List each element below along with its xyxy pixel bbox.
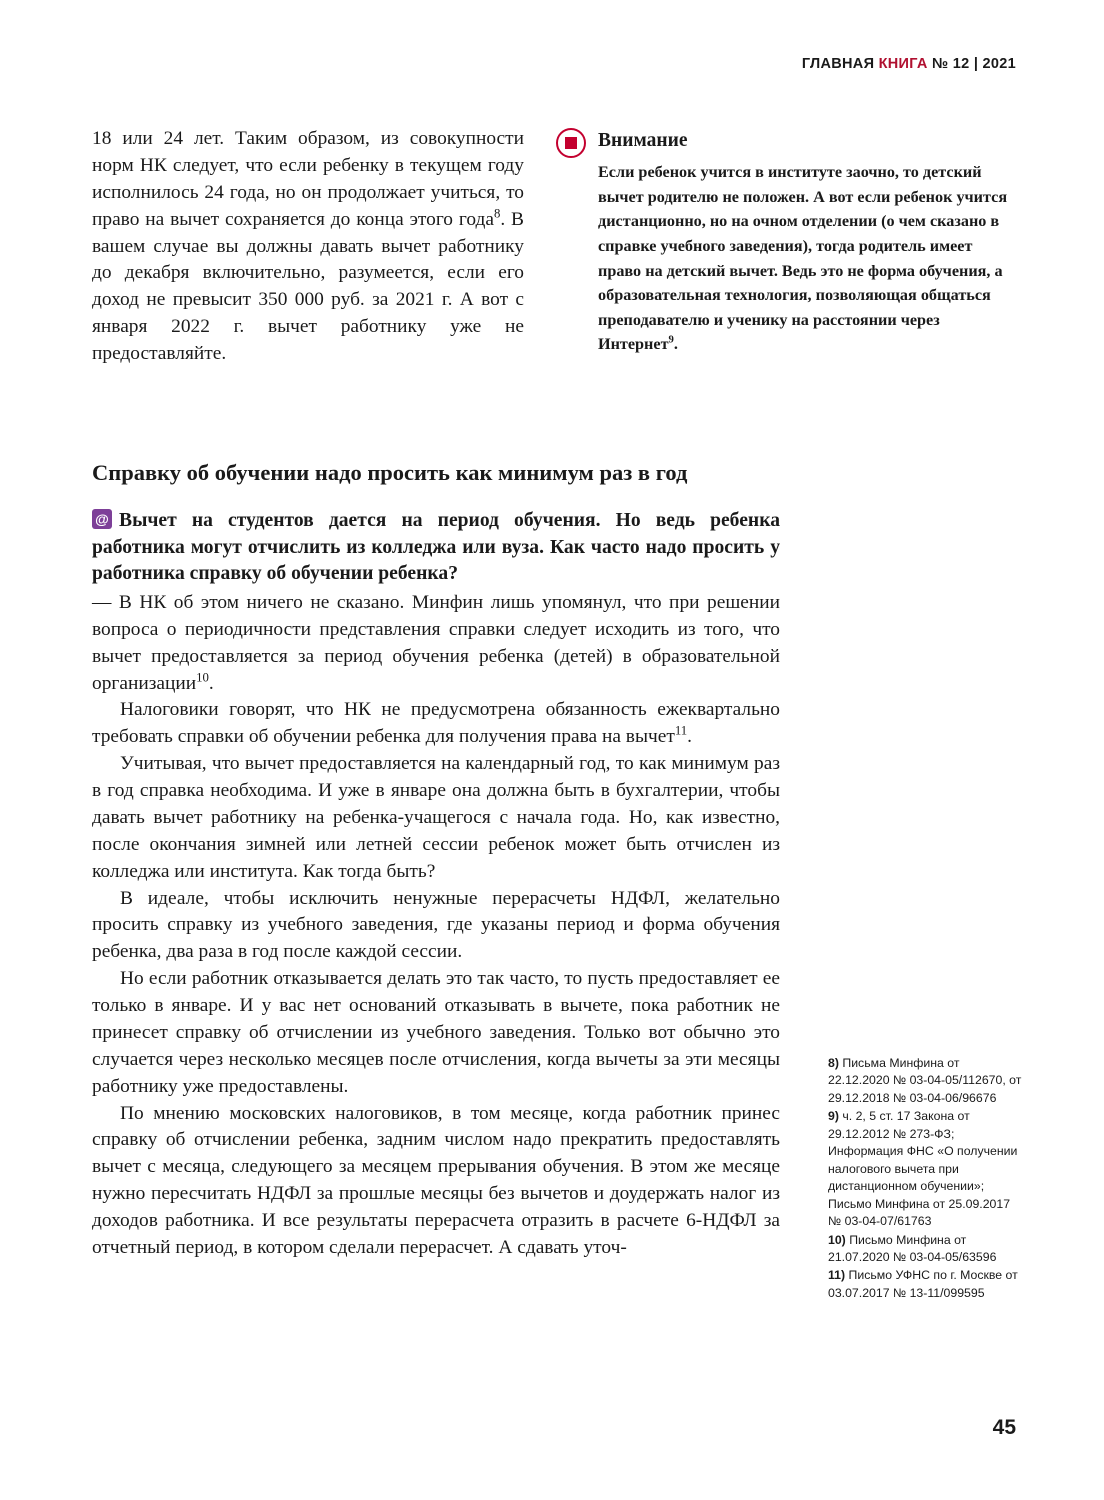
footnote-item (828, 1108, 1024, 1230)
footnote-text: Письмо Минфина от 21.07.2020 № 03-04-05/63596 (828, 1232, 997, 1264)
answer-text (92, 590, 780, 1262)
attention-text-body: Если ребенок учится в институте заочно, то детский вычет родителю не положен. А вот если ребенок учится дистанционно, но на очном отделении (о чем сказано в справке учебного заведения), тогда родитель имеет право на детский вычет. Ведь это не форма обучения, а образовательная технология, позволяющая общаться преподавателю и ученику на расстоянии через Интернет (598, 163, 1008, 354)
footnote-ref-10: 10 (196, 670, 209, 685)
footnotes-list (828, 1055, 1024, 1303)
answer-paragraph-1 (92, 590, 780, 698)
footnote-text: Письма Минфина от 22.12.2020 № 03-04-05/112670, от 29.12.2018 № 03-04-06/96676 (828, 1056, 1022, 1105)
magazine-title-accent: КНИГА (878, 56, 928, 72)
issue-number: № 12 | 2021 (927, 56, 1016, 72)
footnote-item (828, 1267, 1024, 1302)
attention-title: Внимание (598, 130, 688, 151)
answer-p1-body: — В НК об этом ничего не сказано. Минфин лишь упомянул, что при решении вопроса о периодичности представления справки следует исходить из того, что вычет предоставляется за период обучения ребенка (детей) в образовательной организации (92, 591, 780, 694)
page-number: 45 (992, 1416, 1016, 1439)
answer-paragraph-3: Учитывая, что вычет предоставляется на календарный год, то как минимум раз в год справка необходима. И уже в январе она должна быть в бухгалтерии, чтобы давать вычет работнику на ребенка-учащегося с начала года. Но, как известно, после окончания зимней или летней сессии ребенок может быть отчислен из колледжа или института. Как тогда быть? (92, 753, 780, 882)
continued-paragraph (92, 126, 524, 368)
footnote-number: 9) (828, 1109, 839, 1124)
question-at-icon: @ (92, 509, 112, 529)
attention-square-icon (556, 128, 586, 158)
attention-text: Если ребенок учится в институте заочно, то детский вычет родителю не положен. А вот если ребенок учится дистанционно, но на очном отделении (о чем сказано в справке учебного заведения), тогда родитель имеет право на детский вычет. Ведь это не форма обучения, а образовательная технология, позволяющая общаться преподавателю и ученику на расстоянии через Интернет$^9$. (598, 163, 1008, 354)
answer-p1-end: . (208, 672, 214, 694)
question-text (92, 508, 780, 588)
footnote-item (828, 1232, 1024, 1267)
footnote-number: 10) (828, 1232, 846, 1247)
paragraph-text: 18 или 24 лет. Таким образом, из совокупности норм НК следует, что если ребенку в текущем году исполнилось 24 года, но он продолжает учиться, то право на вычет сохраняется до конца этого года (92, 128, 524, 230)
left-column (92, 126, 524, 368)
footnote-ref-8: 8 (493, 206, 501, 221)
section-heading: Справку об обучении надо просить как минимум раз в год (92, 459, 688, 485)
answer-p2-end: . (687, 726, 693, 748)
footnote-number: 8) (828, 1056, 839, 1070)
question-answer-block (92, 508, 780, 1262)
footnote-item (828, 1055, 1024, 1107)
question-body: Вычет на студентов дается на период обучения. Но ведь ребенка работника могут отчислить из колледжа или вуза. Как часто надо просить у работника справку об обучении ребенка? (92, 510, 780, 585)
answer-paragraph-6: По мнению московских налоговиков, в том месяце, когда работник принес справку об отчислении ребенка, задним числом надо прекратить предоставлять вычет с месяца, следующего за месяцем прерывания обучения. В этом же месяце нужно пересчитать НДФЛ за прошлые месяцы без вычетов и доудержать налог из доходов работника. И все результаты перерасчета отразить в расчете 6-НДФЛ за отчетный период, в котором сделали перерасчет. А сдавать уточ- (92, 1102, 780, 1258)
footnote-ref-11: 11 (674, 723, 688, 738)
answer-paragraph-4: В идеале, чтобы исключить ненужные перерасчеты НДФЛ, желательно просить справку из учебного заведения, где указаны период и форма обучения ребенка, два раза в год после каждой сессии. (92, 887, 780, 963)
footnote-number: 11) (828, 1268, 846, 1283)
answer-p2-body: Налоговики говорят, что НК не предусмотрена обязанность ежеквартально требовать справки об обучении ребенка для получения права на вычет (92, 699, 780, 748)
footnote-ref-9: 9 (668, 333, 674, 346)
footnote-text: Письмо УФНС по г. Москве от 03.07.2017 № 13-11/099595 (828, 1268, 1018, 1300)
attention-callout (556, 126, 1008, 357)
page-header (802, 56, 1016, 72)
attention-header (556, 126, 1008, 158)
answer-paragraph-2 (92, 697, 780, 751)
answer-paragraph-5: Но если работник отказывается делать это так часто, то пусть предоставляет ее только в январе. И у вас нет оснований отказывать в вычете, пока работник не принесет справку об отчислении из учебного заведения. Только вот обычно это случается через несколько месяцев после отчисления, когда вычеты за эти месяцы работнику уже предоставлены. (92, 968, 780, 1097)
paragraph-text-cont: . В вашем случае вы должны давать вычет работнику до декабря включительно, разумеется, если его доход не превысит 350 000 руб. за 2021 г. А вот с января 2022 г. вычет работнику уже не предоставляйте. (92, 208, 524, 364)
magazine-title-main: ГЛАВНАЯ (801, 56, 879, 72)
footnote-text: ч. 2, 5 ст. 17 Закона от 29.12.2012 № 273-ФЗ; Информация ФНС «О получении налогового вычета при дистанционном обучении»; Письмо Минфина от 25.09.2017 № 03-04-07/61763 (828, 1109, 1018, 1229)
